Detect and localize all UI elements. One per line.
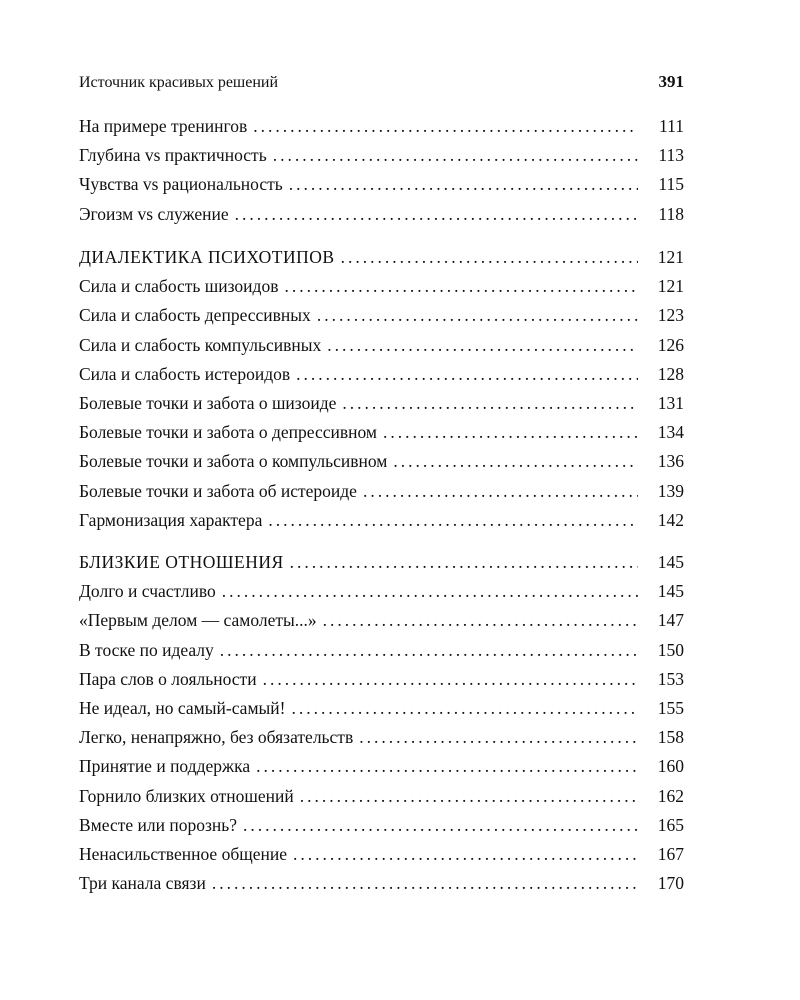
toc-entry-label: Вместе или порознь? xyxy=(79,814,237,835)
toc-entry-label: Горнило близких отношений xyxy=(79,785,294,806)
toc-entry-label: Болевые точки и забота об истероиде xyxy=(79,480,357,501)
toc-entry-label: Болевые точки и забота о компульсивном xyxy=(79,451,388,472)
dot-leader xyxy=(296,360,638,389)
toc-entry[interactable] xyxy=(79,331,684,360)
toc-entry-label: Глубина vs практичность xyxy=(79,145,267,166)
toc-entry-label: Легко, ненапряжно, без обязательств xyxy=(79,727,354,748)
toc-entry-label: Болевые точки и забота о депрессивном xyxy=(79,422,377,443)
toc-entry-page: 118 xyxy=(658,203,684,224)
toc-entry[interactable] xyxy=(79,811,684,840)
dot-leader xyxy=(268,506,638,535)
toc-entry-page: 139 xyxy=(657,480,684,501)
toc-entry[interactable] xyxy=(79,272,684,301)
dot-leader xyxy=(289,170,638,199)
toc-entry-label: Гармонизация характера xyxy=(79,509,263,530)
dot-leader xyxy=(273,141,638,170)
toc-entry-page: 136 xyxy=(657,451,684,472)
toc-section-heading[interactable] xyxy=(79,243,684,272)
toc-entry-page: 115 xyxy=(658,174,684,195)
toc-entry-label: Пара слов о лояльности xyxy=(79,668,257,689)
toc-entry-page: 121 xyxy=(657,276,684,297)
toc-entry-page: 145 xyxy=(657,581,684,602)
dot-leader xyxy=(243,811,638,840)
toc-entry[interactable] xyxy=(79,636,684,665)
toc-entry-page: 147 xyxy=(657,610,684,631)
page-number: 391 xyxy=(658,72,684,91)
toc-entry[interactable] xyxy=(79,389,684,418)
toc-entry[interactable] xyxy=(79,752,684,781)
dot-leader xyxy=(263,665,638,694)
toc-section-heading[interactable] xyxy=(79,548,684,577)
toc-entry-label: Болевые точки и забота о шизоиде xyxy=(79,392,337,413)
book-page xyxy=(79,0,684,1000)
toc-entry-label: Чувства vs рациональность xyxy=(79,174,283,195)
toc-entry-page: 113 xyxy=(658,145,684,166)
toc-entry-page: 134 xyxy=(657,422,684,443)
toc-entry[interactable] xyxy=(79,506,684,535)
toc-entry-page: 142 xyxy=(657,509,684,530)
dot-leader xyxy=(284,272,638,301)
toc-entry-page: 126 xyxy=(657,334,684,355)
toc-entry-label: Не идеал, но самый-самый! xyxy=(79,697,286,718)
dot-leader xyxy=(253,112,638,141)
dot-leader xyxy=(317,301,638,330)
toc-entry-page: 160 xyxy=(657,756,684,777)
toc-entry[interactable] xyxy=(79,301,684,330)
toc-block-3 xyxy=(79,548,684,898)
toc-entry-label: Принятие и поддержка xyxy=(79,756,251,777)
dot-leader xyxy=(359,723,638,752)
toc-entry-label: Долго и счастливо xyxy=(79,581,216,602)
toc-entry-label: Сила и слабость шизоидов xyxy=(79,276,279,297)
dot-leader xyxy=(212,869,638,898)
toc-entry-page: 155 xyxy=(657,697,684,718)
toc-entry-label: Сила и слабость депрессивных xyxy=(79,305,311,326)
toc-entry[interactable] xyxy=(79,170,684,199)
toc-entry-page: 153 xyxy=(657,668,684,689)
toc-entry[interactable] xyxy=(79,606,684,635)
toc-entry[interactable] xyxy=(79,477,684,506)
toc-entry[interactable] xyxy=(79,418,684,447)
toc-entry-label: На примере тренингов xyxy=(79,116,248,136)
dot-leader xyxy=(363,477,638,506)
dot-leader xyxy=(341,243,638,272)
toc-entry[interactable] xyxy=(79,112,684,141)
toc-entry-label: Сила и слабость компульсивных xyxy=(79,334,322,355)
toc-block-1 xyxy=(79,112,684,229)
toc-entry-page: 170 xyxy=(657,873,684,894)
toc-entry-label: Сила и слабость истероидов xyxy=(79,363,291,384)
toc-entry[interactable] xyxy=(79,360,684,389)
dot-leader xyxy=(342,389,638,418)
dot-leader xyxy=(393,447,638,476)
toc-entry[interactable] xyxy=(79,782,684,811)
toc-entry[interactable] xyxy=(79,141,684,170)
toc-entry-label: Эгоизм vs служение xyxy=(79,203,229,224)
toc-entry-page: 131 xyxy=(657,392,684,413)
toc-entry[interactable] xyxy=(79,723,684,752)
dot-leader xyxy=(235,200,638,229)
toc-entry[interactable] xyxy=(79,694,684,723)
toc-entry[interactable] xyxy=(79,577,684,606)
toc-section-label: ДИАЛЕКТИКА ПСИХОТИПОВ xyxy=(79,247,335,267)
dot-leader xyxy=(290,548,638,577)
dot-leader xyxy=(293,840,638,869)
toc-entry-label: В тоске по идеалу xyxy=(79,639,214,660)
dot-leader xyxy=(256,752,638,781)
toc-entry-page: 150 xyxy=(657,639,684,660)
running-header xyxy=(79,72,684,96)
toc-section-page: 145 xyxy=(657,552,684,572)
toc-entry[interactable] xyxy=(79,840,684,869)
toc-entry[interactable] xyxy=(79,200,684,229)
toc-entry-page: 162 xyxy=(657,785,684,806)
toc-entry-page: 128 xyxy=(657,363,684,384)
toc-entry-label: Три канала связи xyxy=(79,873,206,894)
toc-entry-label: «Первым делом — самолеты...» xyxy=(79,610,317,631)
dot-leader xyxy=(220,636,638,665)
toc-entry-page: 158 xyxy=(657,727,684,748)
toc-entry[interactable] xyxy=(79,665,684,694)
toc-entry-label: Ненасильственное общение xyxy=(79,843,287,864)
toc-entry-page: 165 xyxy=(657,814,684,835)
dot-leader xyxy=(383,418,638,447)
toc-entry[interactable] xyxy=(79,869,684,898)
dot-leader xyxy=(222,577,638,606)
dot-leader xyxy=(323,606,638,635)
toc-section-page: 121 xyxy=(657,247,684,267)
toc-section-label: БЛИЗКИЕ ОТНОШЕНИЯ xyxy=(79,552,284,572)
dot-leader xyxy=(327,331,638,360)
dot-leader xyxy=(300,782,638,811)
running-header-title: Источник красивых решений xyxy=(79,74,279,91)
dot-leader xyxy=(291,694,638,723)
toc-entry-page: 167 xyxy=(657,843,684,864)
toc-entry-page: 111 xyxy=(659,116,684,136)
toc-entry-page: 123 xyxy=(657,305,684,326)
toc-block-2 xyxy=(79,243,684,535)
toc-entry[interactable] xyxy=(79,447,684,476)
